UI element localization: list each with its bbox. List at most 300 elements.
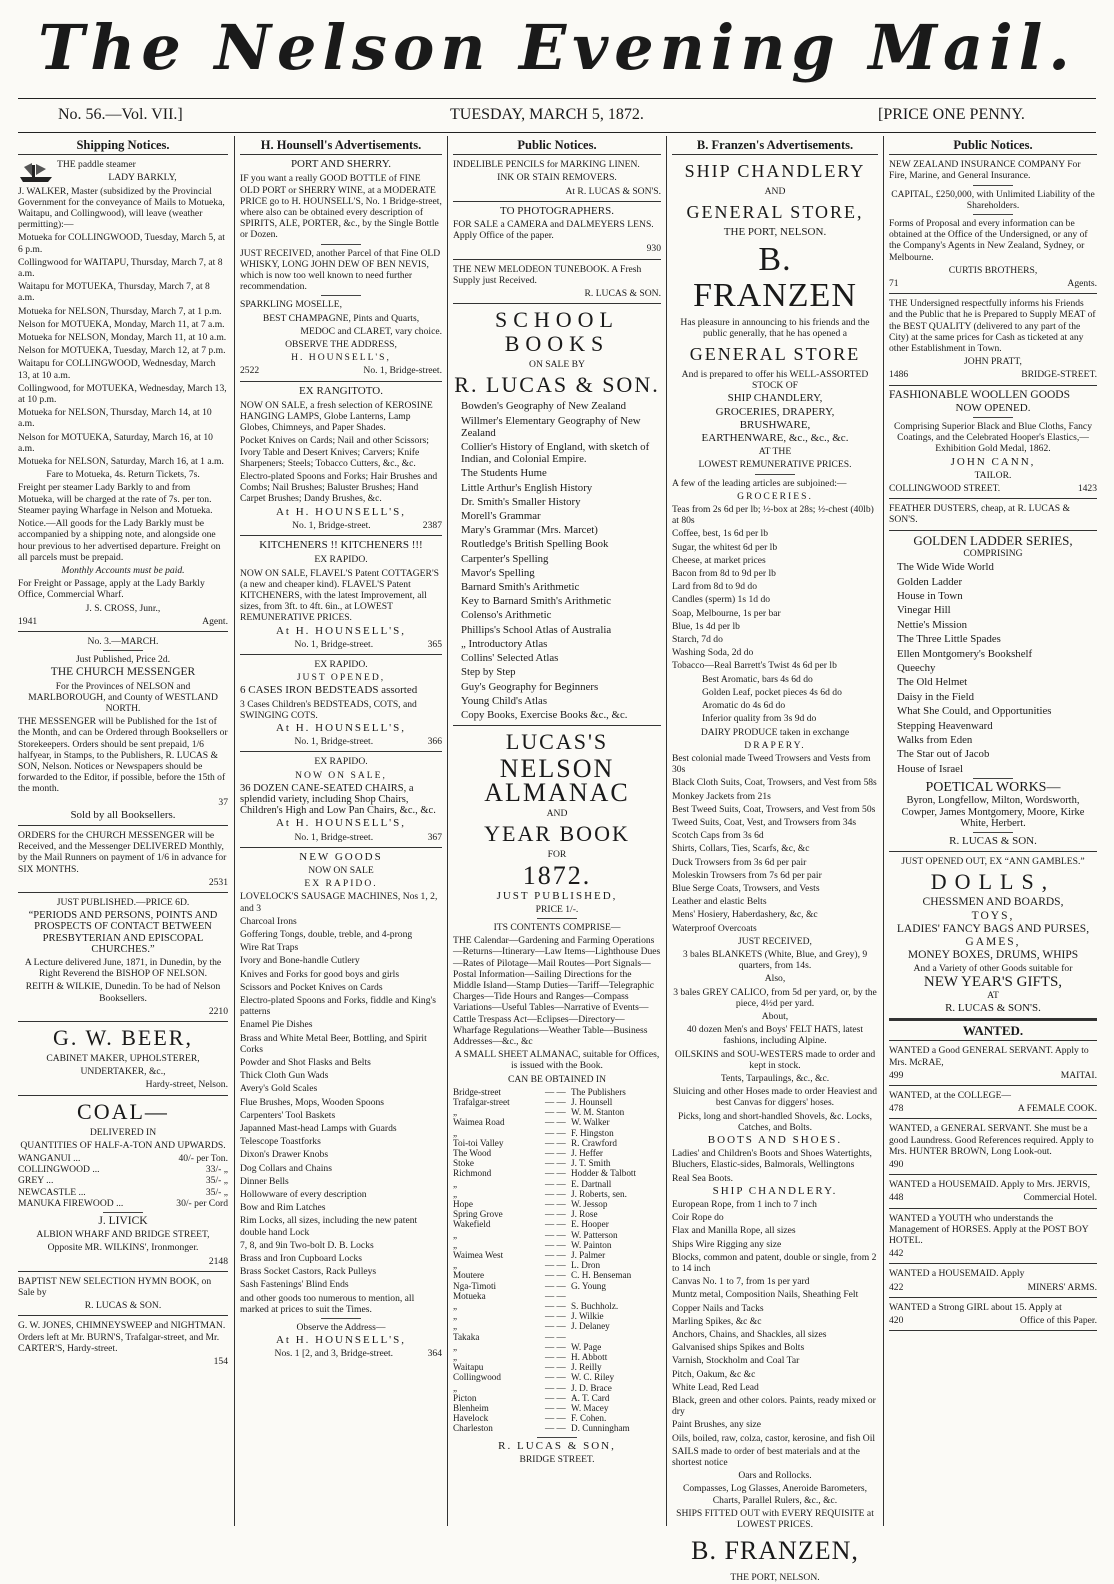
agent-place: Waitapu xyxy=(453,1362,484,1373)
contents: THE Calendar—Gardening and Farming Operations—Returns—Itinerary—Law Items—Lighthouse Dues—Rates of Pilotage—Mail Routes—Port Signals—Postal Information—Sailing Directions for the Middle Island—Stamp Duties—Tariff—Telegraphic Charges—Tide Hours and Ranges—Compass Variations—Useful Tables—Narrative of Events—Cattle Trespass Act—Eclipses—Directory—Wharfage Regulations—Weather Table—Business Addresses—&c., &c xyxy=(453,935,661,1047)
now-on-sale: NOW ON SALE, xyxy=(295,769,387,781)
grocery-item: Cheese, at market prices xyxy=(672,554,766,566)
chandlery-item: Varnish, Stockholm and Coal Tar xyxy=(672,1355,800,1367)
agent-dash: — — xyxy=(545,1372,566,1383)
ad-number: 154 xyxy=(213,1356,228,1368)
column-public-notices xyxy=(889,140,1097,1525)
insurance-ad xyxy=(889,159,1097,289)
agent-name: H. Abbott xyxy=(571,1352,608,1363)
agent-dash: — — xyxy=(545,1147,566,1158)
divider xyxy=(240,751,442,752)
series-item: The Three Little Spades xyxy=(897,633,1001,646)
goods-item: Flue Brushes, Mops, Wooden Spoons xyxy=(240,1096,385,1108)
pratt-ad xyxy=(889,298,1097,380)
livick: J. LIVICK xyxy=(98,1215,148,1228)
coal-row xyxy=(18,1198,228,1209)
church-messenger-ad xyxy=(18,636,228,821)
agent-name: W. Jessop xyxy=(571,1199,608,1209)
goods-item: Japanned Mast-head Lamps with Guards xyxy=(240,1123,397,1135)
goods-item: Wire Rat Traps xyxy=(240,942,299,954)
series-item: Stepping Heavenward xyxy=(897,719,993,732)
agent-row xyxy=(453,1138,661,1148)
agent-row xyxy=(453,1291,661,1301)
just-received: JUST RECEIVED, xyxy=(738,935,812,947)
agent-place: „ xyxy=(453,1178,458,1189)
coal-name: WANGANUI ... xyxy=(18,1153,81,1165)
agent-place: „ xyxy=(453,1260,458,1271)
agent-row xyxy=(453,1423,661,1433)
book-item: Key to Barnard Smith's Arithmetic xyxy=(461,595,612,608)
agent-dash: — — xyxy=(545,1301,566,1312)
grocery-item: Soap, Melbourne, 1s per bar xyxy=(672,607,781,619)
goods-item: Dinner Bells xyxy=(240,1175,289,1187)
book-item: „ Introductory Atlas xyxy=(461,637,548,650)
cann: JOHN CANN, xyxy=(950,455,1036,468)
wanted-ad xyxy=(889,1268,1097,1292)
agent-place: Trafalgar-street xyxy=(453,1096,510,1107)
toys: TOYS, xyxy=(971,909,1015,922)
sailing-0: Motueka for COLLINGWOOD, Tuesday, March 5, at 6 p.m. xyxy=(18,232,225,255)
drapery-item: Tweed Suits, Coat, Vest, and Trowsers from 34s xyxy=(672,816,857,828)
column-franzen xyxy=(672,138,878,1584)
agent-place: Havelock xyxy=(453,1413,489,1424)
sailing-4: Nelson for MOTUEKA, Monday, March 11, at 7 a.m. xyxy=(18,318,225,330)
woollen-title: FASHIONABLE WOOLLEN GOODS xyxy=(889,388,1071,401)
goods-item: Goffering Tongs, double, treble, and 4-prong xyxy=(240,928,413,940)
dusters-ad xyxy=(889,503,1097,525)
agent-row xyxy=(453,1250,661,1260)
melodeon-ad xyxy=(453,264,661,300)
agent-place: Takaka xyxy=(453,1331,480,1342)
column-shipping xyxy=(18,140,228,1525)
footer-name: R. LUCAS & SON, xyxy=(498,1439,616,1452)
ex-rapido: EX RAPIDO. xyxy=(314,554,368,566)
divider xyxy=(453,259,661,260)
agent-row xyxy=(453,1281,661,1291)
sep xyxy=(755,474,795,475)
sep xyxy=(537,1437,577,1438)
ex-rapido: EX RAPIDO. xyxy=(314,658,368,670)
chessmen: CHESSMEN AND BOARDS, xyxy=(922,896,1064,909)
agent-place: „ xyxy=(453,1352,458,1363)
agent-place: Toi-toi Valley xyxy=(453,1137,504,1148)
drapery-item: Black Cloth Suits, Coat, Trowsers, and Vest from 58s xyxy=(672,777,877,789)
agent-name: J. Roberts, sen. xyxy=(571,1188,627,1199)
messenger-body: THE MESSENGER will be Published for the 1st of the Month, and can be Ordered through Booksellers or Storekeepers. Orders should be sent prepaid, 1/6 halfyear, in Stamps, to the Publishers, R. LUCAS & SON, Nelson. Notices or Newspapers should be forwarded to the Editor, if possible, before the 15th of the month. xyxy=(18,716,228,795)
divider xyxy=(240,654,442,655)
jones-ad xyxy=(18,1320,228,1367)
grocery-item: Lard from 8d to 9d do xyxy=(672,581,757,593)
agent-place: Waimea West xyxy=(453,1250,504,1261)
wanted-tail: MAITAI. xyxy=(1060,1069,1097,1081)
agent-dash: — — xyxy=(545,1229,566,1240)
sep xyxy=(103,1212,143,1213)
agent-row xyxy=(453,1311,661,1321)
book-item: Guy's Geography for Beginners xyxy=(461,680,599,693)
pencils: INDELIBLE PENCILS for MARKING LINEN. xyxy=(453,159,640,171)
column-header: Public Notices. xyxy=(453,140,661,155)
book-item: Phillips's School Atlas of Australia xyxy=(461,623,612,636)
agent-row xyxy=(453,1403,661,1413)
dateline-rule xyxy=(18,132,1096,133)
agent-dash: — — xyxy=(545,1239,566,1250)
book-item: Mary's Grammar (Mrs. Marcet) xyxy=(461,524,598,537)
boots-title: BOOTS AND SHOES. xyxy=(707,1134,843,1146)
divider xyxy=(18,825,228,826)
grocery-item: Coffee, best, 1s 6d per lb xyxy=(672,528,769,540)
book-item: Barnard Smith's Arithmetic xyxy=(461,581,580,594)
sailing-5: Motueka for NELSON, Monday, March 11, at 10 a.m. xyxy=(18,332,227,344)
series-item: House in Town xyxy=(897,589,963,602)
melodeon-by: R. LUCAS & SON. xyxy=(584,288,661,300)
footer-address: BRIDGE STREET. xyxy=(519,1453,595,1465)
agent-name: Hodder & Talbott xyxy=(571,1168,637,1179)
drapery-item: Blue Serge Coats, Trowsers, and Vests xyxy=(672,882,820,894)
franzen-name2: B. FRANZEN, xyxy=(691,1536,859,1566)
book-item: Collins' Selected Atlas xyxy=(461,652,559,665)
sep xyxy=(537,918,577,919)
column-divider xyxy=(234,136,235,1526)
divider xyxy=(889,1085,1097,1086)
march-number: No. 3.—MARCH. xyxy=(87,635,159,647)
cots: 3 Cases Children's BEDSTEADS, COTS, and SWINGING COTS. xyxy=(240,698,417,721)
steamer-ad xyxy=(18,159,228,627)
chandlery-item: Black, green and other colors. Paints, ready mixed or dry xyxy=(672,1395,876,1418)
coal-row xyxy=(18,1153,228,1164)
chandlery-item: Coir Rope do xyxy=(672,1212,724,1224)
ad-number: 2531 xyxy=(208,876,228,888)
agent-name: The Publishers xyxy=(571,1086,626,1097)
agent-place: Motueka xyxy=(453,1290,486,1301)
grocery-item: Sugar, the whitest 6d per lb xyxy=(672,541,778,553)
agent-name: W. Macey xyxy=(571,1403,609,1414)
just-opened: JUST OPENED OUT, EX “ANN GAMBLES.” xyxy=(901,856,1085,868)
ad-number: 2210 xyxy=(208,1005,228,1017)
agent-dash: — — xyxy=(545,1209,566,1220)
photo-title: TO PHOTOGRAPHERS. xyxy=(500,204,614,217)
dolls: DOLLS, xyxy=(930,869,1056,895)
agent-place: Nga-Timoti xyxy=(453,1280,497,1291)
wanted-ad xyxy=(889,1179,1097,1203)
bridge-street: No. 1, Bridge-street. xyxy=(294,831,374,843)
drapery-item: Best colonial made Tweed Trowsers and Vests from 30s xyxy=(672,752,871,776)
ships-fitted: SHIPS FITTED OUT with EVERY REQUISITE at LOWEST PRICES. xyxy=(676,1507,874,1531)
sails: SAILS made to order of best materials and at the shortest notice xyxy=(672,1445,860,1469)
port-sherry-ad xyxy=(240,159,442,376)
agent-row xyxy=(453,1199,661,1209)
sailing-6: Nelson for MOTUEKA, Tuesday, March 12, at 7 p.m. xyxy=(18,345,226,357)
grocery-item: Aromatic do 4s 6d do xyxy=(702,700,786,712)
grocery-item: Washing Soda, 2d do xyxy=(672,647,754,659)
column-header: Public Notices. xyxy=(889,140,1097,155)
stock-line: EARTHENWARE, &c., &c., &c. xyxy=(701,432,849,445)
agent-name xyxy=(571,1291,661,1301)
port-body: IF you want a really GOOD BOTTLE of FINE OLD PORT or SHERRY WINE, at a MODERATE PRICE go to H. HOUNSELL'S, No. 1 Bridge-street, where also can be obtained every description of SPIRITS, ALE, PORTER, &c., by the Single Bottle or Dozen. xyxy=(240,173,442,241)
goods-item: Electro-plated Spoons and Forks, fiddle and King's patterns xyxy=(240,995,436,1018)
book-item: Carpenter's Spelling xyxy=(461,552,549,565)
book-item: Mavor's Spelling xyxy=(461,566,535,579)
agent-name: L. Dron xyxy=(571,1260,601,1271)
series-item: The Star out of Jacob xyxy=(897,748,990,761)
goods-item: Knives and Forks for good boys and girls xyxy=(240,968,400,980)
sluicing: Sluicing and other Hoses made to order Heaviest and best Canvas for diggers' hoses. xyxy=(672,1086,878,1109)
coal-price: 35/- „ xyxy=(205,1186,228,1198)
ad-number: 71 xyxy=(889,278,899,290)
divider xyxy=(889,1118,1097,1119)
goods-item: Ivory and Bone-handle Cutlery xyxy=(240,955,360,967)
comprising: COMPRISING xyxy=(963,547,1023,559)
masthead-rule xyxy=(18,98,1096,99)
ink: INK OR STAIN REMOVERS. xyxy=(497,172,617,184)
steamer-name: LADY BARKLY, xyxy=(108,172,177,184)
coal-price: 35/- „ xyxy=(205,1175,228,1187)
on-sale-by: ON SALE BY xyxy=(529,359,585,371)
hymn-ad xyxy=(18,1276,228,1312)
agent-place: „ xyxy=(453,1107,458,1118)
agent-name: R. Crawford xyxy=(571,1137,617,1148)
agent-dash: — — xyxy=(545,1311,566,1322)
drapery-item: Mens' Hosiery, Haberdashery, &c, &c xyxy=(672,909,818,921)
agent-name: W. M. Stanton xyxy=(571,1107,625,1118)
ad-number: 1486 xyxy=(889,369,909,381)
wanted-ad xyxy=(889,1302,1097,1326)
new-years: NEW YEAR'S GIFTS, xyxy=(923,973,1063,990)
agent-place: „ xyxy=(453,1229,458,1240)
chandlery-item: Flax and Manilla Rope, all sizes xyxy=(672,1225,796,1237)
ad-number: 490 xyxy=(889,1159,904,1171)
divider xyxy=(18,892,228,893)
agent-name: A. T. Card xyxy=(571,1392,610,1403)
agent-place: „ xyxy=(453,1127,458,1138)
ad-title: EX RANGITOTO. xyxy=(299,384,383,397)
agent-row xyxy=(453,1128,661,1138)
just-published: JUST PUBLISHED, xyxy=(496,889,618,902)
collingwood-street: COLLINGWOOD STREET. xyxy=(889,483,1001,495)
series-item: Daisy in the Field xyxy=(897,690,975,703)
sailing-8: Collingwood, for MOTUEKA, Wednesday, March 13, at 10 p.m. xyxy=(18,382,227,406)
agent-name: W. Painton xyxy=(571,1239,612,1250)
wanted-ad xyxy=(889,1123,1097,1170)
agent-row xyxy=(453,1342,661,1352)
new-goods: NEW GOODS xyxy=(299,850,383,863)
ad-number: 499 xyxy=(889,1069,904,1081)
sep xyxy=(321,244,361,245)
column-divider xyxy=(447,136,448,1526)
observe-address: Observe the Address— xyxy=(296,1322,386,1334)
sailing-11: Motueka for NELSON, Saturday, March 16, at 1 a.m. xyxy=(18,456,224,468)
agent-name: W. Walker xyxy=(571,1117,610,1128)
agent-row xyxy=(453,1352,661,1362)
column-header: H. Hounsell's Advertisements. xyxy=(240,140,442,155)
just-opened: JUST OPENED, xyxy=(296,672,386,684)
agent-name: C. H. Benseman xyxy=(571,1270,632,1281)
series-item: The Wide Wide World xyxy=(897,561,994,574)
divider xyxy=(18,631,228,632)
camera: FOR SALE a CAMERA and DALMEYERS LENS. Apply Office of the paper. xyxy=(453,219,654,242)
divider xyxy=(453,201,661,202)
moselle: SPARKLING MOSELLE, xyxy=(240,299,342,311)
agent-row xyxy=(453,1179,661,1189)
for: FOR xyxy=(547,849,567,861)
ex-rapido: EX RAPIDO. xyxy=(314,756,368,768)
rangitoto-ad xyxy=(240,386,442,531)
picks: Picks, long and short-handled Shovels, &c. Locks, Catches, and Bolts. xyxy=(678,1110,872,1133)
observe-address: OBSERVE THE ADDRESS, xyxy=(285,339,397,351)
hounsell-signature: At H. HOUNSELL'S, xyxy=(275,1334,407,1347)
agent-row xyxy=(453,1158,661,1168)
book-item: Collier's History of England, with sketch of Indian, and Colonial Empire. xyxy=(461,441,650,466)
goods-item: Enamel Pie Dishes xyxy=(240,1019,313,1031)
tents: Tents, Tarpaulings, &c., &c. xyxy=(720,1072,830,1084)
agent-place: Hope xyxy=(453,1199,473,1209)
agent-name: W. Patterson xyxy=(571,1229,618,1240)
agent-row xyxy=(453,1219,661,1229)
book-item: Step by Step xyxy=(461,666,516,679)
obtained: CAN BE OBTAINED IN xyxy=(507,1073,607,1085)
lucas-son: R. LUCAS & SON. xyxy=(454,372,660,398)
new-goods-ad xyxy=(240,852,442,1360)
hounsell-signature: At H. HOUNSELL'S, xyxy=(275,624,407,637)
agent-place: Bridge-street xyxy=(453,1086,501,1097)
wanted-header: WANTED. xyxy=(962,1023,1024,1039)
divider xyxy=(18,1271,228,1272)
agent-dash: — — xyxy=(545,1270,566,1281)
issue-date: TUESDAY, MARCH 5, 1872. xyxy=(450,106,644,123)
steamer-title: THE paddle steamer xyxy=(57,159,136,171)
agent-row xyxy=(453,1270,661,1280)
coal-row xyxy=(18,1187,228,1198)
now-on-sale: NOW ON SALE xyxy=(308,864,374,876)
port2: THE PORT, NELSON. xyxy=(730,1572,820,1584)
coal-price: 30/- per Cord xyxy=(176,1197,228,1209)
goods-item: Hollowware of every description xyxy=(240,1189,367,1201)
wanted-tail: A FEMALE COOK. xyxy=(1017,1103,1097,1115)
sep xyxy=(321,1318,361,1319)
ad-number: 442 xyxy=(889,1248,904,1260)
stock-line: GROCERIES, DRAPERY, xyxy=(715,405,835,418)
sep xyxy=(103,650,143,651)
coal-name: MANUKA FIREWOOD ... xyxy=(18,1197,124,1209)
few: A few of the leading articles are subjoined:— xyxy=(672,477,847,489)
whisky-body: JUST RECEIVED, another Parcel of that Fine OLD WHISKY, LONG JOHN DEW OF BEN NEVIS, which is now too well known to need further recommendation. xyxy=(240,247,441,293)
final-address: Nos. 1 [2, and 3, Bridge-street. xyxy=(274,1348,394,1360)
almanac-year: 1872. xyxy=(522,860,592,890)
almanac-ad xyxy=(453,730,661,1465)
agent-name: J. Palmer xyxy=(571,1250,606,1261)
agent-row xyxy=(453,1301,661,1311)
pratt-body: THE Undersigned respectfully informs his Friends and the Public that he is Prepared to Supply MEAT of the BEST QUALITY (delivered to any part of the City) at the same prices for Cash as ticketed at any other Establishment in Town. xyxy=(889,298,1096,355)
ad-number: 367 xyxy=(427,831,442,843)
hats: 40 dozen Men's and Boys' FELT HATS, latest fashions, including Alpine. xyxy=(686,1024,864,1047)
agent-dash: — — xyxy=(545,1178,566,1189)
agent-row xyxy=(453,1260,661,1270)
pratt: JOHN PRATT, xyxy=(964,356,1022,368)
divider xyxy=(889,293,1097,294)
divider xyxy=(18,1095,228,1096)
kitcheners-ad xyxy=(240,540,442,650)
agents-label: Agents. xyxy=(1067,278,1097,290)
column-divider xyxy=(883,136,884,1526)
bridge-street: No. 1, Bridge-street. xyxy=(363,365,442,377)
agent-dash: — — xyxy=(545,1260,566,1271)
coal-name: COLLINGWOOD ... xyxy=(18,1164,100,1176)
series-item: Walks from Eden xyxy=(897,733,973,746)
curtis: CURTIS BROTHERS, xyxy=(948,264,1038,276)
freight: Freight per steamer Lady Barkly to and from Motueka, will be charged at the rate of 7s. per ton. Steamer paying Wharfage in Nelson and Motueka. xyxy=(18,482,213,516)
wanted-text: WANTED a HOUSEMAID. Apply to Mrs. JERVIS, xyxy=(889,1179,1090,1191)
sold-by: Sold by all Booksellers. xyxy=(70,808,176,821)
divider xyxy=(889,1018,1097,1021)
agent-dash: — — xyxy=(545,1341,566,1352)
chandlery-item: Galvanised ships Spikes and Bolts xyxy=(672,1342,805,1354)
ad-number: 364 xyxy=(427,1348,442,1360)
agent-row xyxy=(453,1372,661,1382)
wanted-text: WANTED a Strong GIRL about 15. Apply at xyxy=(889,1301,1062,1313)
agent-dash: — — xyxy=(545,1117,566,1128)
wanted-text: WANTED, a GENERAL SERVANT. She must be a good Laundress. Good References required. Apply to Mrs. HUNTER BROWN, Long Look-out. xyxy=(889,1123,1094,1157)
agent-name: F. Cohen. xyxy=(571,1413,607,1424)
agent-dash: — — xyxy=(545,1107,566,1118)
agent-row xyxy=(453,1362,661,1372)
orders-body: ORDERS for the CHURCH MESSENGER will be Received, and the Messenger DELIVERED Monthly, by the Mail Runners on payment of 1/6 in advance for SIX MONTHS. xyxy=(18,829,227,875)
book-item: The Students Hume xyxy=(461,467,547,480)
chandlery-item: Blocks, common and patent, double or single, from 2 to 14 inch xyxy=(672,1251,877,1275)
agent-place: „ xyxy=(453,1341,458,1352)
wanted-text: WANTED a HOUSEMAID. Apply xyxy=(889,1268,1025,1280)
chairs-ad xyxy=(240,756,442,842)
column-header: B. Franzen's Advertisements. xyxy=(672,140,878,155)
series-item: The Old Helmet xyxy=(897,676,968,689)
now-opened: NOW OPENED. xyxy=(955,401,1031,414)
church-for: For the Provinces of NELSON and MARLBOROUGH, and County of WESTLAND NORTH. xyxy=(28,680,218,714)
agent-dash: — — xyxy=(545,1188,566,1199)
general-store2: GENERAL STORE xyxy=(689,344,861,365)
agent-dash: — — xyxy=(545,1352,566,1363)
wanted-tail: Office of this Paper. xyxy=(1019,1315,1097,1327)
goods-item: Carpenters' Tool Baskets xyxy=(240,1109,336,1121)
wanted-ad xyxy=(889,1045,1097,1081)
champagne: BEST CHAMPAGNE, Pints and Quarts, xyxy=(262,312,420,324)
goods-item: 7, 8, and 9in Two-bolt D. B. Locks xyxy=(240,1239,374,1251)
column-hounsell xyxy=(240,140,442,1525)
coal-qty: QUANTITIES OF HALF-A-TON AND UPWARDS. xyxy=(20,1139,226,1151)
insurance: NEW ZEALAND INSURANCE COMPANY For Fire, Marine, and General Insurance. xyxy=(889,159,1081,182)
agent-row xyxy=(453,1393,661,1403)
divider xyxy=(240,847,442,848)
agent-place: Picton xyxy=(453,1392,477,1403)
ad-number: 2522 xyxy=(240,365,260,377)
agent-dash: — — xyxy=(545,1331,566,1342)
agent-row xyxy=(453,1107,661,1117)
agent-name: W. C. Riley xyxy=(571,1372,615,1383)
agent-row xyxy=(453,1209,661,1219)
coal-row xyxy=(18,1164,228,1175)
agent-name: D. Cunningham xyxy=(571,1423,630,1434)
sailing-2: Waitapu for MOTUEKA, Thursday, March 7, at 8 a.m. xyxy=(18,281,210,304)
divider xyxy=(453,725,661,726)
wanted-text: WANTED a YOUTH who understands the Management of HORSES. Apply at the POST BOY HOTEL. xyxy=(889,1212,1089,1247)
goods-item: Brass and White Metal Beer, Bottling, and Spirit Corks xyxy=(240,1032,427,1055)
oars: Oars and Rollocks. xyxy=(738,1470,812,1482)
hounsell-signature: At H. HOUNSELL'S, xyxy=(275,505,407,518)
agent-place: Collingwood xyxy=(453,1372,501,1383)
book-item: Little Arthur's English History xyxy=(461,481,593,494)
port: THE PORT, NELSON. xyxy=(723,226,827,239)
agent-dash: — — xyxy=(545,1280,566,1291)
monthly-accounts: Monthly Accounts must be paid. xyxy=(61,564,185,576)
school-books-ad xyxy=(453,308,661,721)
agent-place: Spring Grove xyxy=(453,1209,503,1220)
